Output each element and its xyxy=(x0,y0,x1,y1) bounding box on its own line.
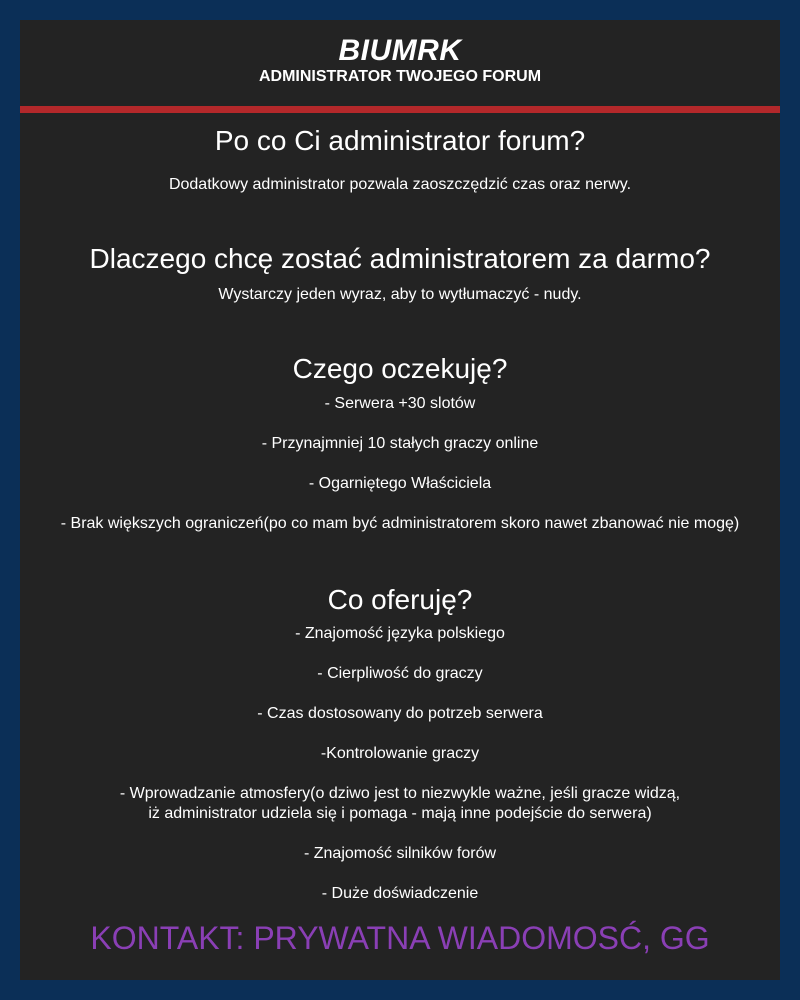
section-text: Dodatkowy administrator pozwala zaoszczędzić czas oraz nerwy. xyxy=(168,176,632,193)
list-item: - Cierpliwość do graczy xyxy=(317,665,483,682)
section-heading: Co oferuję? xyxy=(327,584,473,615)
section-offer xyxy=(20,583,780,617)
list-item: -Kontrolowanie graczy xyxy=(320,745,480,762)
section-why-free-text-wrap xyxy=(20,285,780,305)
section-heading: Czego oczekuję? xyxy=(292,353,508,384)
list-item: - Znajomość silników forów xyxy=(303,845,497,862)
list-item: - Duże doświadczenie xyxy=(321,885,479,902)
section-why-admin xyxy=(20,124,780,158)
list-item: iż administrator udziela się i pomaga - mają inne podejście do serwera) xyxy=(148,805,652,822)
brand-subtitle: ADMINISTRATOR TWOJEGO FORUM xyxy=(258,68,542,85)
content-panel xyxy=(20,20,780,980)
list-item: - Wprowadzanie atmosfery(o dziwo jest to niezwykle ważne, jeśli gracze widzą, xyxy=(119,785,681,802)
section-text: Wystarczy jeden wyraz, aby to wytłumaczyć - nudy. xyxy=(218,286,582,303)
brand-header xyxy=(20,34,780,86)
contact-banner: KONTAKT: PRYWATNA WIADOMOSĆ, GG xyxy=(90,920,710,956)
section-heading: Dlaczego chcę zostać administratorem za darmo? xyxy=(89,243,711,274)
brand-name: BIUMRK xyxy=(338,34,462,67)
list-item: - Przynajmniej 10 stałych graczy online xyxy=(261,435,539,452)
list-item: - Brak większych ograniczeń(po co mam być administratorem skoro nawet zbanować nie mogę) xyxy=(60,515,740,532)
header-divider xyxy=(20,106,780,113)
section-why-admin-text-wrap xyxy=(20,175,780,195)
section-heading: Po co Ci administrator forum? xyxy=(214,125,586,156)
list-item: - Serwera +30 slotów xyxy=(324,395,476,412)
section-expectations xyxy=(20,352,780,386)
section-why-free xyxy=(20,242,780,276)
list-item: - Znajomość języka polskiego xyxy=(295,625,505,642)
list-item: - Ogarniętego Właściciela xyxy=(308,475,492,492)
list-item: - Czas dostosowany do potrzeb serwera xyxy=(257,705,543,722)
